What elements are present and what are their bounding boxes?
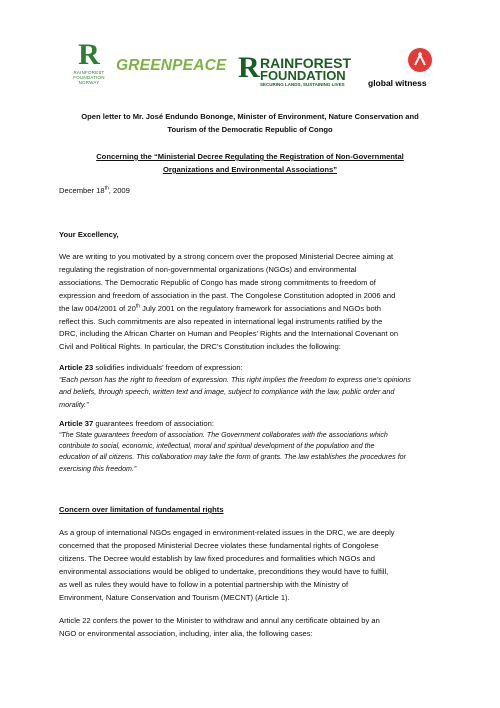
rainforest-r-mark: R — [78, 38, 100, 71]
quote-line: “The State guarantees freedom of association. The Government collaborates with the associations which — [59, 431, 388, 439]
title-line: Tourism of the Democratic Republic of Congo — [167, 124, 333, 134]
salutation: Your Excellency, — [59, 230, 119, 239]
article-37-label: Article 37 — [59, 419, 94, 428]
paragraph-line: associations. The Democratic Republic of Congo has made strong commitments to freedom of — [59, 277, 376, 287]
date-suffix-sup: th — [104, 185, 109, 192]
greenpeace-logo: GREENPEACE — [116, 57, 227, 74]
global-witness-mark-icon — [408, 48, 432, 72]
paragraph-fragment: July 2001 on the regulatory framework for associations and NGOs both — [140, 303, 382, 313]
quote-line: education of all citizens. This collaboration may take the form of grants. The law establishes the procedures for — [59, 453, 406, 462]
rainforest-uk-line2: FOUNDATION — [260, 68, 346, 83]
paragraph-line: As a group of international NGOs engaged in environment-related issues in the DRC, we are deeply — [59, 528, 395, 537]
paragraph-line: Article 22 confers the power to the Minister to withdraw and annul any certificate obtained by an — [59, 616, 380, 625]
quote-line: morality.” — [59, 399, 89, 409]
rainforest-uk-line1: RAINFOREST — [260, 55, 351, 71]
quote-line: and beliefs, through speech, written text and image, subject to compliance with the law, public order and — [59, 387, 395, 397]
subject-line: Organizations and Environmental Associations” — [163, 164, 337, 174]
paragraph-line: as well as rules they would have to follow in a potential partnership with the Ministry of — [59, 579, 349, 589]
date-year: , 2009 — [108, 186, 130, 195]
logo-bar — [60, 40, 440, 92]
paragraph-line: regulating the registration of non-governmental organizations (NGOs) and environmental — [59, 264, 357, 274]
article-37-quote — [59, 430, 441, 475]
paragraph-line: We are writing to you motivated by a strong concern over the proposed Ministerial Decree aiming at — [59, 252, 394, 261]
article-23-label: Article 23 — [59, 363, 94, 372]
global-witness-logo — [362, 48, 440, 88]
rainforest-uk-r-mark: R — [238, 51, 260, 84]
letter-subject — [59, 151, 441, 177]
paragraph-article-22 — [59, 615, 441, 641]
article-23-intro — [59, 362, 441, 375]
global-witness-wordmark: global witness — [368, 78, 427, 88]
rainforest-foundation-norway-logo — [66, 40, 112, 92]
rainforest-foundation-uk-logo — [238, 51, 358, 88]
quote-line: exercising this freedom.” — [59, 464, 137, 473]
paragraph-sup: th — [135, 303, 141, 310]
title-line: Open letter to Mr. José Endundo Bononge, Minister of Environment, Nature Conservation and — [81, 112, 419, 121]
article-23-quote — [59, 374, 441, 411]
section-heading: Concern over limitation of fundamental rights — [59, 505, 224, 514]
letter-title — [59, 111, 441, 137]
paragraph-line: citizens. The Decree would establish by law fixed procedures and formalities which NGOs and — [59, 553, 375, 563]
article-23-text: solidifies individuals’ freedom of expression: — [93, 363, 243, 372]
paragraph-fragment: the law 004/2001 of 20 — [59, 303, 136, 313]
paragraph-line: concerned that the proposed Ministerial Decree violates these fundamental rights of Congolese — [59, 540, 379, 550]
paragraph-line: NGO or environmental association, including, inter alia, the following cases: — [59, 628, 313, 638]
paragraph-concern — [59, 527, 441, 604]
paragraph-line: DRC, including the African Charter on Human and Peoples’ Rights and the International Covenant on — [59, 329, 399, 339]
paragraph-line — [59, 303, 441, 316]
paragraph-line: Environment, Nature Conservation and Tourism (MECNT) (Article 1). — [59, 592, 290, 602]
subject-line: Concerning the “Ministerial Decree Regulating the Registration of Non-Governmental — [96, 152, 404, 161]
date-prefix: December 18 — [59, 186, 105, 195]
rainforest-uk-tagline: SECURING LANDS, SUSTAINING LIVES — [260, 82, 345, 87]
rainforest-norway-caption: RAINFOREST FOUNDATION NORWAY — [73, 70, 105, 85]
article-37-intro — [59, 418, 441, 431]
paragraph-line: environmental associations would be obliged to undertake, preconditions they would have to fulfill, — [59, 566, 389, 576]
article-37-text: guarantees freedom of association: — [93, 419, 214, 428]
letter-date — [59, 185, 441, 198]
paragraph-line: reflect this. Such commitments are also repeated in international legal instruments ratified by the — [59, 316, 383, 326]
paragraph-line: expression and freedom of association in the past. The Congolese Constitution adopted in 2006 and — [59, 290, 396, 300]
quote-line: “Each person has the right to freedom of expression. This right implies the freedom to express one’s opinions — [59, 375, 411, 384]
paragraph-line: Civil and Political Rights. In particular, the DRC’s Constitution includes the following: — [59, 342, 341, 352]
paragraph-intro — [59, 251, 441, 354]
quote-line: contribute to social, economic, intellectual, moral and spiritual development of the population and the — [59, 442, 375, 451]
